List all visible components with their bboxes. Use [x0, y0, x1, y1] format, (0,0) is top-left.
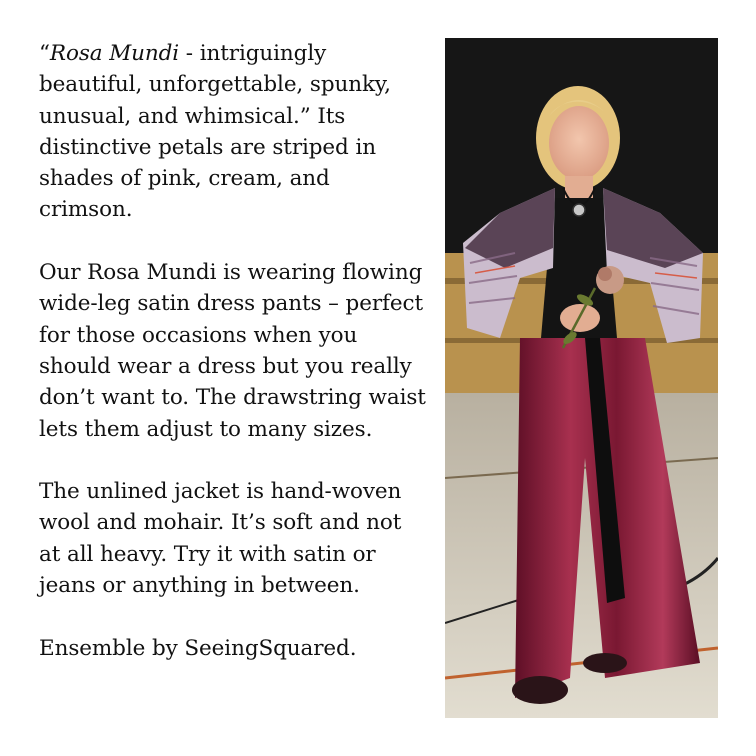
model-photo — [445, 38, 718, 718]
right-shoe — [583, 653, 627, 673]
description-text-column — [39, 38, 429, 664]
model-photo-illustration — [445, 38, 718, 718]
rose-name-italic: Rosa Mundi — [49, 41, 180, 66]
face — [549, 106, 609, 180]
credit-line: Ensemble by SeeingSquared. — [39, 635, 357, 661]
intro-paragraph — [39, 38, 429, 226]
pendant — [573, 204, 585, 216]
pants-paragraph: Our Rosa Mundi is wearing flowing wide-leg satin dress pants – perfect for those occasions when you should wear a dress but you really don’t want to. The drawstring waist lets them adjust to many sizes. — [39, 260, 426, 442]
jacket-paragraph: The unlined jacket is hand-woven wool and mohair. It’s soft and not at all heavy. Try it with satin or jeans or anything in between. — [39, 479, 402, 599]
open-quote: “ — [39, 41, 50, 66]
petal-description: Its distinctive petals are striped in shades of pink, cream, and crimson. — [39, 103, 376, 223]
quote-text: - intriguingly beautiful, unforgettable, spunky, unusual, and whimsical.” — [39, 41, 391, 129]
left-shoe — [512, 676, 568, 704]
